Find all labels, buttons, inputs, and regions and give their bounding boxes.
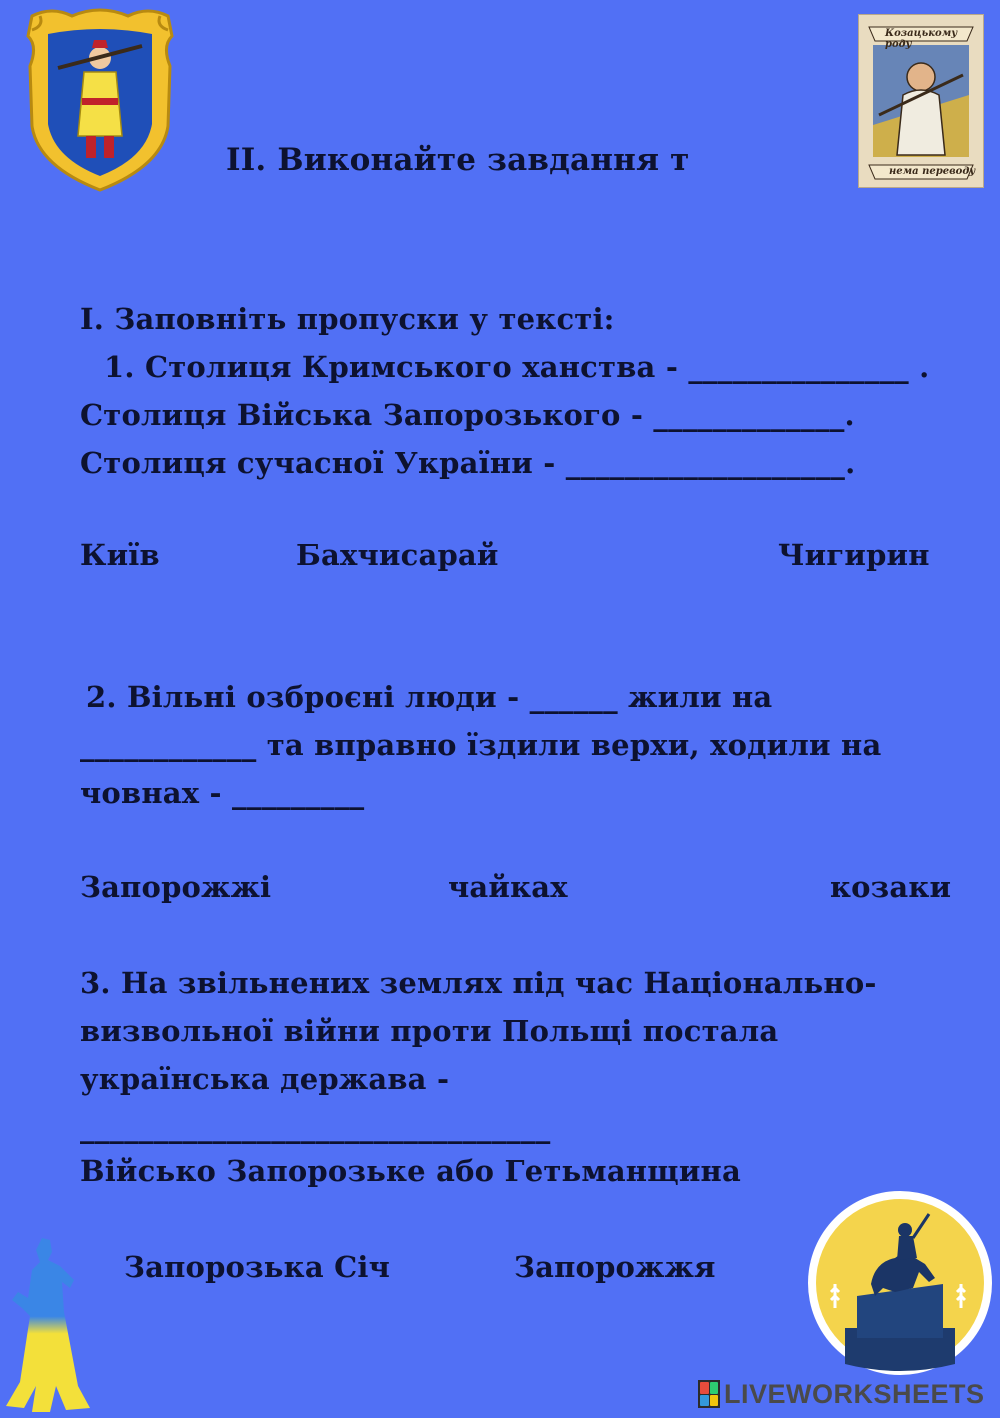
page-title: ІІ. Виконайте завдання т [226,142,690,178]
question3-line2: визвольної війни проти Польщі постала [80,1014,779,1048]
section1-option-bakhchysarai[interactable]: Бахчисарай [296,538,499,572]
section2-option-chaikas[interactable]: чайках [448,870,568,904]
question3-line3: українська держава - [80,1062,450,1096]
section1-option-chyhyryn[interactable]: Чигирин [778,538,930,572]
section1-option-kyiv[interactable]: Київ [80,538,160,572]
question1-line1: 1. Столиця Кримського ханства - _______________ . [104,350,930,384]
khmelnytsky-monument-badge [805,1188,995,1378]
section3-option-zaporozhzhia[interactable]: Запорожжя [514,1250,716,1284]
section2-option-zaporizhzhia[interactable]: Запорожжі [80,870,272,904]
question2-line2: ____________ та вправно їздили верхи, ходили на [80,728,882,762]
cossack-poster-image [858,14,984,188]
question1-line2: Столиця Війська Запорозького - _____________. [80,398,855,432]
poster-top-text: Козацькому роду [885,28,958,50]
question1-line3: Столиця сучасної України - ___________________. [80,446,856,480]
question3-line1: 3. На звільнених землях під час Національно- [80,966,877,1000]
coat-of-arms-image [22,6,178,194]
cossack-silhouette-image [2,1236,94,1414]
section3-option-viisko-zaporozke[interactable]: Військо Запорозьке або Гетьманщина [80,1154,741,1188]
section3-option-zaporozka-sich[interactable]: Запорозька Січ [124,1250,391,1284]
liveworksheets-watermark [698,1378,985,1410]
question2-line1: 2. Вільні озброєні люди - ______ жили на [86,680,773,714]
section1-heading: І. Заповніть пропуски у тексті: [80,302,615,336]
liveworksheets-logo-icon [698,1380,720,1408]
poster-bottom-text: нема переводу [889,166,976,177]
question3-blank-line: ________________________________ [80,1110,551,1144]
question2-line3: човнах - _________ [80,776,365,810]
watermark-text: LIVEWORKSHEETS [724,1378,985,1409]
section2-option-cossacks[interactable]: козаки [830,870,952,904]
